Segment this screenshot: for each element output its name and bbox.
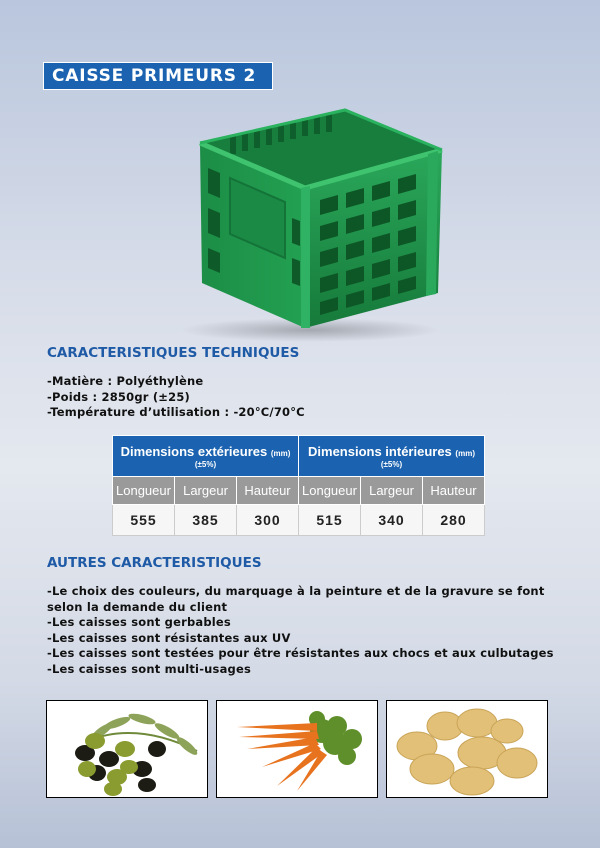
table-cell: 515 bbox=[299, 505, 361, 536]
col-header: Longueur bbox=[113, 477, 175, 505]
other-heading: AUTRES CARACTERISTIQUES bbox=[47, 555, 262, 571]
table-cell: 340 bbox=[361, 505, 423, 536]
list-item: -Les caisses sont testées pour être résistantes aux chocs et aux culbutages bbox=[47, 646, 554, 660]
list-item: -Matière : Polyéthylène bbox=[47, 374, 204, 388]
ext-dimensions-header: Dimensions extérieures (mm) (±5%) bbox=[113, 436, 299, 477]
list-item: -Les caisses sont gerbables bbox=[47, 615, 231, 629]
list-item: -Température d’utilisation : -20°C/70°C bbox=[47, 405, 305, 419]
col-header: Largeur bbox=[361, 477, 423, 505]
col-header: Hauteur bbox=[423, 477, 485, 505]
table-cell: 300 bbox=[237, 505, 299, 536]
dimensions-table bbox=[112, 435, 485, 536]
table-cell: 385 bbox=[175, 505, 237, 536]
list-item: -Poids : 2850gr (±25) bbox=[47, 389, 190, 404]
col-header: Hauteur bbox=[237, 477, 299, 505]
olives-photo bbox=[46, 700, 208, 798]
tech-heading: CARACTERISTIQUES TECHNIQUES bbox=[47, 345, 300, 361]
page-title: CAISSE PRIMEURS 2 bbox=[43, 62, 273, 90]
list-item: -Le choix des couleurs, du marquage à la peinture et de la gravure se font bbox=[47, 584, 545, 598]
potatoes-photo bbox=[386, 700, 548, 798]
crate-image bbox=[170, 108, 450, 348]
col-header: Largeur bbox=[175, 477, 237, 505]
carrots-photo bbox=[216, 700, 378, 798]
table-cell: 555 bbox=[113, 505, 175, 536]
tech-list bbox=[47, 374, 305, 421]
list-item: -Les caisses sont multi-usages bbox=[47, 661, 252, 676]
int-dimensions-header: Dimensions intérieures (mm) (±5%) bbox=[299, 436, 485, 477]
list-item: -Les caisses sont résistantes aux UV bbox=[47, 630, 291, 645]
list-item: selon la demande du client bbox=[47, 599, 228, 614]
other-list bbox=[47, 584, 554, 677]
col-header: Longueur bbox=[299, 477, 361, 505]
table-cell: 280 bbox=[423, 505, 485, 536]
